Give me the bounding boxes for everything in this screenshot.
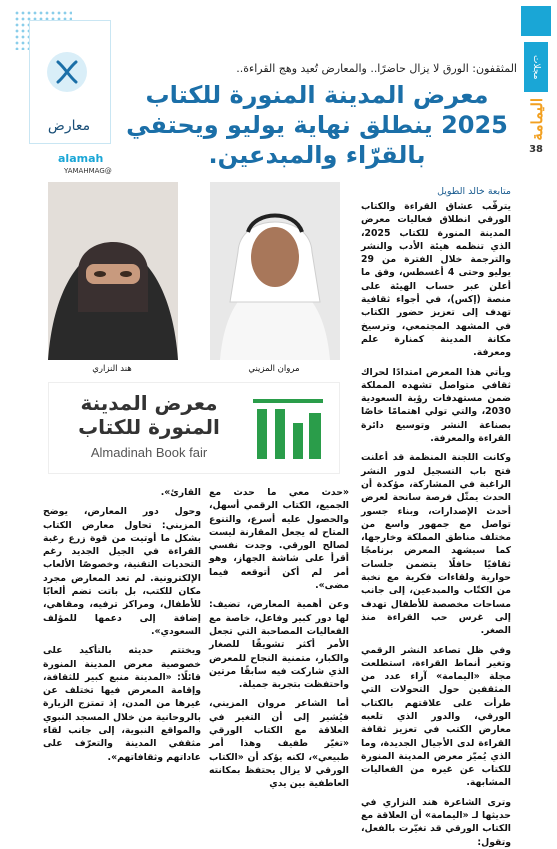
paragraph: وفي ظل تصاعد النشر الرقمي وتغير أنماط القراءة، استطلعت مجلة «اليمامة» آراء عدد من المثقفين حول التحولات التي طرأت على علاقتهم بالكتاب الورقي، والدور الذي تلعبه معارض الكتب في تعزيز ثقافة القراءة لدى الأجيال الجديدة، وما الذي يُميّز معرض المدينة المنورة للكتاب عن غيره من الفعاليات المشابهة.: [361, 644, 511, 789]
paragraph: يترقّب عشاق القراءة والكتاب الورقي انطلاق فعاليات معرض المدينة المنورة للكتاب 2025، الذي تنظمه هيئة الأدب والنشر والترجمة خلال الفترة من 29 يوليو وحتى 4 أغسطس، وفق ما أعلن عبر حساب الهيئة على منصة (إكس)، في أجواء ثقافية تهدف إلى تعزيز حضور الكتاب في المشهد المجتمعي، وترسيخ مكانة المدينة كمنارة علم ومعرفة.: [361, 201, 511, 359]
section-label: معارض: [47, 118, 91, 134]
byline: متابعة خالد الطويل: [437, 186, 511, 197]
photo-caption-1: مروان المزيني: [248, 364, 300, 374]
sidebar-color-block: [521, 6, 551, 36]
paragraph: «حدث معي ما حدث مع الجميع، الكتاب الرقمي أسهل، والحصول عليه أسرع، والتنوع المتاح له يجعل المقارنة ليست لصالح الورقي. وجدت نفسي أقرأ على شاشة الجهاز، وهو أمر لم أكن أتوقعه فيما مضى».: [209, 487, 349, 592]
paragraph: وحول دور المعارض، يوضح المزيني: تحاول معارض الكتاب بشكل ما أوتيت من قوة زرع رغبة القراءة في الجيل الجديد رغم التحديات التقنية، وخصوصًا الألعاب الإلكترونية. لم تعد المعارض مجرد مكان للكتب، بل باتت تضم ألعابًا للأطفال، ومراكز ترفيه، ومقاهي، إضافة إلى دعمها للمؤلف السعودي».: [43, 506, 201, 637]
portrait-photo-hind: [48, 182, 178, 360]
magazine-sidebar: [517, 0, 557, 780]
book-fair-arabic-name: معرض المدينة المنورة للكتاب: [78, 391, 220, 439]
article-column-left: [43, 486, 201, 763]
paragraph: ويختتم حديثه بالتأكيد على خصوصية معرض المدينة المنورة قائلًا: «المدينة منبع كبير للثقافة، وإقامة المعرض فيها تختلف عن غيرها من المدن، إذ تمتزج الزيارة بالروحانية من خلال المسجد النبوي والمواقع النبوية، إلى جانب لقاء مثقفي المدينة والتعرّف على عاداتهم وثقافاتهم».: [43, 645, 201, 763]
paragraph: أما الشاعر مروان المزيني، فيُشير إلى أن التغير في العلاقة مع الكتاب الورقي «تغيّر طفيف وهذا أمر طبيعي»، لكنه يؤكد أن «الكتاب الورقي لا يزال يحتفظ بمكانته العاطفية بين يدي: [209, 698, 349, 790]
magazine-brand: alamah: [58, 152, 104, 165]
magazine-logo: اليمامة: [528, 97, 546, 141]
section-tab: مجلات: [524, 42, 548, 92]
paragraph: القارئ».: [160, 487, 201, 498]
book-fair-emblem-icon: [249, 393, 327, 465]
article-column-right: [361, 200, 511, 848]
paragraph: وترى الشاعرة هند النزاري في حديثها لـ «اليمامة» أن العلاقة مع الكتاب الورقي قد تغيّرت بالفعل، وتقول:: [361, 796, 511, 848]
article-kicker: المثقفون: الورق لا يزال حاضرًا.. والمعارض تُعيد وهج القراءة..: [236, 62, 517, 75]
portrait-photo-marwan: [210, 182, 340, 360]
paragraph: وكانت اللجنة المنظمة قد أعلنت فتح باب التسجيل لدور النشر الراغبة في المشاركة، مؤكدة أن الحدث يمثّل فرصة سانحة لعرض أحدث الإصدارات، وبناء جسور تواصل مع جمهور واسع من مختلف مناطق المملكة وخارجها، كما سيشهد المعرض برنامجًا ثقافيًا حافلًا يتضمن جلسات حوارية ولقاءات فكرية مع نخبة من الكتّاب والمبدعين، إلى جانب مساحات مخصصة للأطفال تهدف إلى غرس حب القراءة منذ الصغر.: [361, 452, 511, 637]
paragraph: ويأتي هذا المعرض امتدادًا لحراك ثقافي متواصل تشهده المملكة ضمن مستهدفات رؤية السعودية 2030، والتي تولي اهتمامًا خاصًا بصناعة النشر وتوسيع دائرة القراءة والمعرفة.: [361, 366, 511, 445]
x-mark-icon: [47, 52, 87, 92]
photo-caption-2: هند النزاري: [92, 364, 132, 374]
article-column-middle: [209, 486, 349, 790]
page-number: 38: [529, 144, 543, 155]
article-title: معرض المدينة المنورة للكتاب 2025 ينطلق نهاية يوليو ويحتفي بالقرّاء والمبدعين.: [126, 81, 508, 169]
social-handle: @YAMAHMAG: [64, 167, 112, 175]
book-fair-logo: [48, 382, 340, 474]
book-fair-english-name: Almadinah Book fair: [90, 445, 208, 460]
paragraph: وعن أهمية المعارض، تضيف: لها دور كبير وفاعل، خاصة مع الفعاليات المصاحبة التي تجعل الأمر أكثر تشويقًا للصغار والكبار، متمنية النجاح للمعرض الذي شاركت فيه سابقًا مرتين واحتفظت بتجربة جميلة.: [209, 599, 349, 691]
